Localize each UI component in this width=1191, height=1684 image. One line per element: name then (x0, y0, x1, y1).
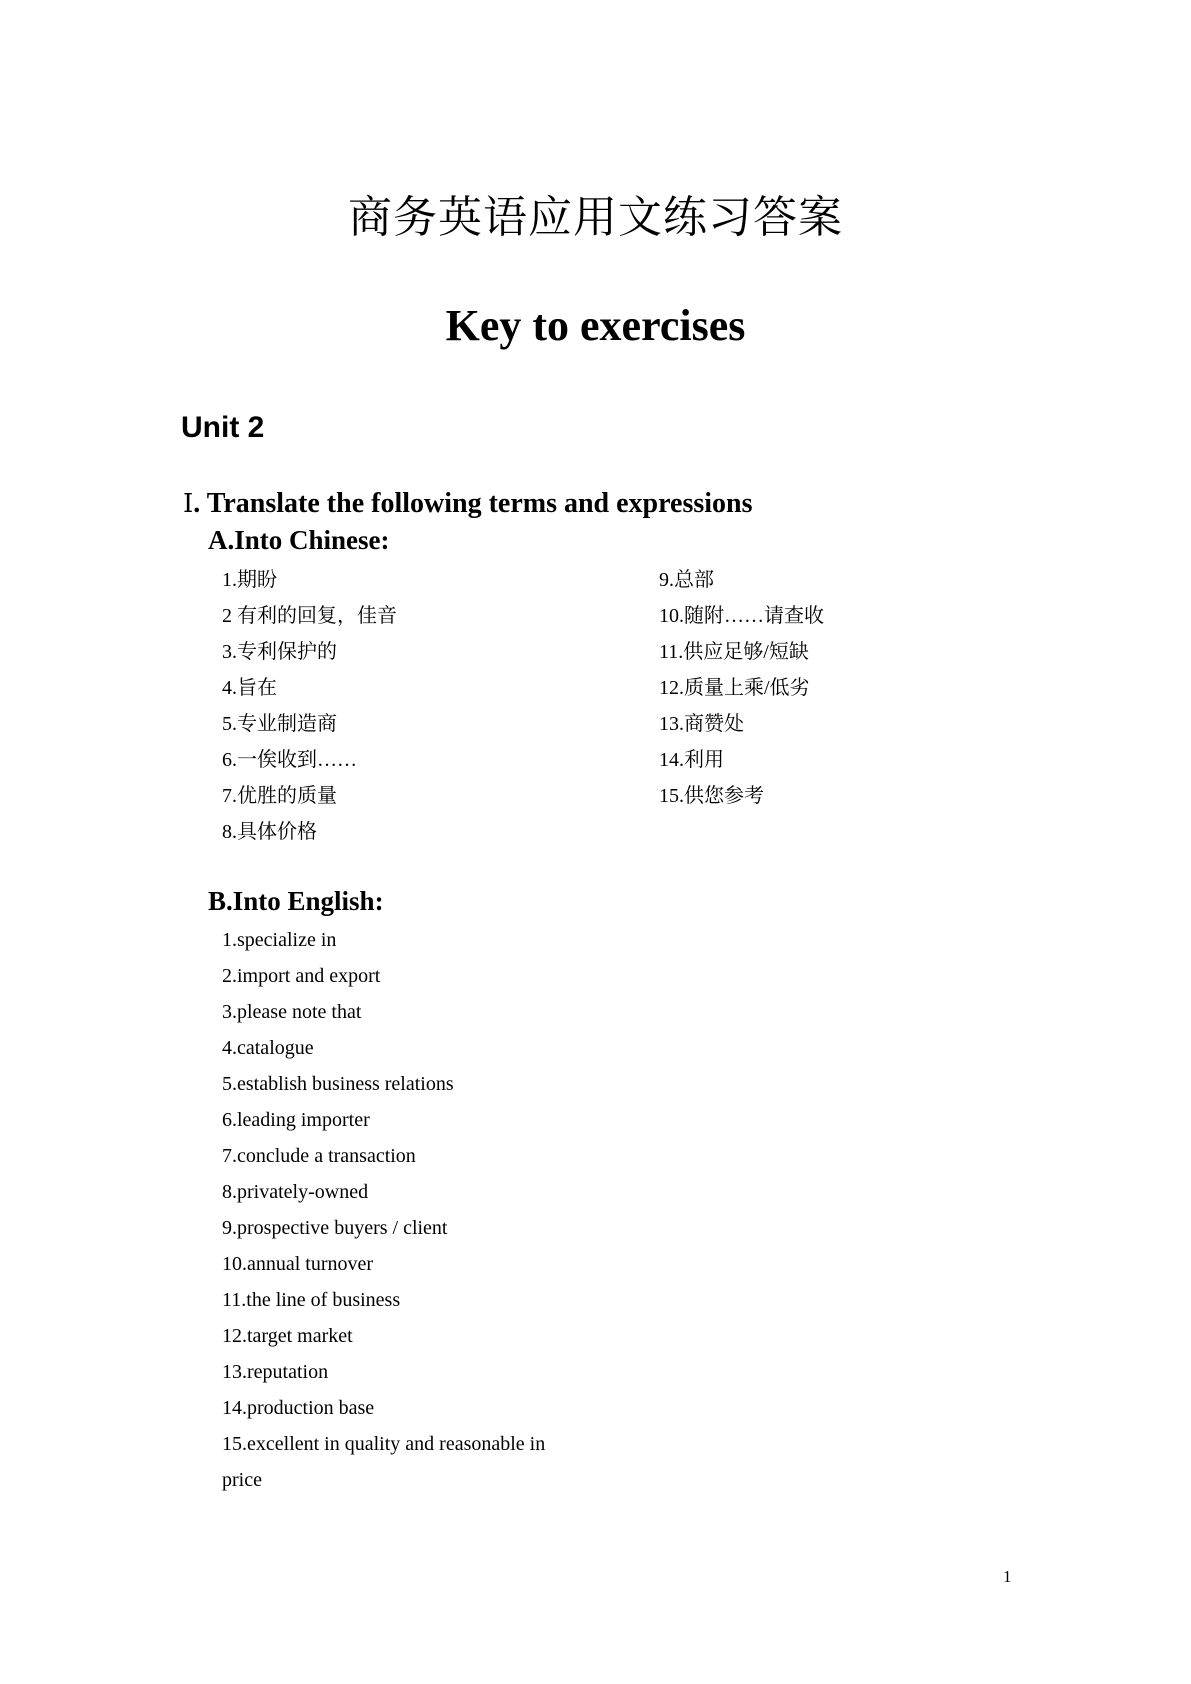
list-item: 15.供您参考 (659, 785, 764, 807)
list-item: 6.一俟收到…… (222, 749, 357, 771)
list-item: 14.production base (222, 1397, 375, 1419)
list-item: 3.please note that (222, 1001, 362, 1023)
part-b-heading: B.Into English: (208, 886, 384, 916)
list-item: 1.specialize in (222, 929, 337, 951)
section-heading (183, 486, 753, 522)
page-number: 1 (1003, 1567, 1012, 1586)
list-item: 14.利用 (659, 749, 724, 771)
part-a-right-list (659, 562, 824, 814)
list-item: 15.excellent in quality and reasonable in (222, 1433, 546, 1455)
list-item: 13.商赞处 (659, 713, 744, 735)
list-item: 2.import and export (222, 965, 381, 987)
list-item: 10.annual turnover (222, 1253, 374, 1275)
list-item: 5.establish business relations (222, 1073, 454, 1095)
list-item: 1.期盼 (222, 569, 277, 591)
part-a-left-list (222, 562, 397, 850)
document-title-chinese: 商务英语应用文练习答案 (348, 192, 843, 243)
list-item: 12.target market (222, 1325, 353, 1347)
part-b-list (222, 922, 545, 1498)
section-number: Ⅰ (183, 489, 194, 519)
list-item: 4.catalogue (222, 1037, 314, 1059)
list-item: 3.专利保护的 (222, 641, 337, 663)
document-title-english: Key to exercises (445, 301, 746, 350)
section-title: . Translate the following terms and expressions (193, 488, 753, 519)
list-item: 5.专业制造商 (222, 713, 337, 735)
list-item: 11.the line of business (222, 1289, 401, 1311)
list-item: price (222, 1469, 262, 1491)
unit-heading: Unit 2 (181, 411, 265, 444)
list-item: 12.质量上乘/低劣 (659, 677, 810, 699)
list-item: 6.leading importer (222, 1109, 370, 1131)
list-item: 9.总部 (659, 569, 714, 591)
part-a-heading: A.Into Chinese: (208, 525, 390, 555)
list-item: 7.优胜的质量 (222, 785, 337, 807)
list-item: 8.privately-owned (222, 1181, 369, 1203)
list-item: 8.具体价格 (222, 821, 317, 843)
list-item: 11.供应足够/短缺 (659, 641, 809, 663)
list-item: 7.conclude a transaction (222, 1145, 416, 1167)
list-item: 4.旨在 (222, 677, 277, 699)
list-item: 13.reputation (222, 1361, 329, 1383)
list-item: 2 有利的回复，佳音 (222, 605, 397, 627)
list-item: 9.prospective buyers / client (222, 1217, 448, 1239)
list-item: 10.随附……请查收 (659, 605, 824, 627)
